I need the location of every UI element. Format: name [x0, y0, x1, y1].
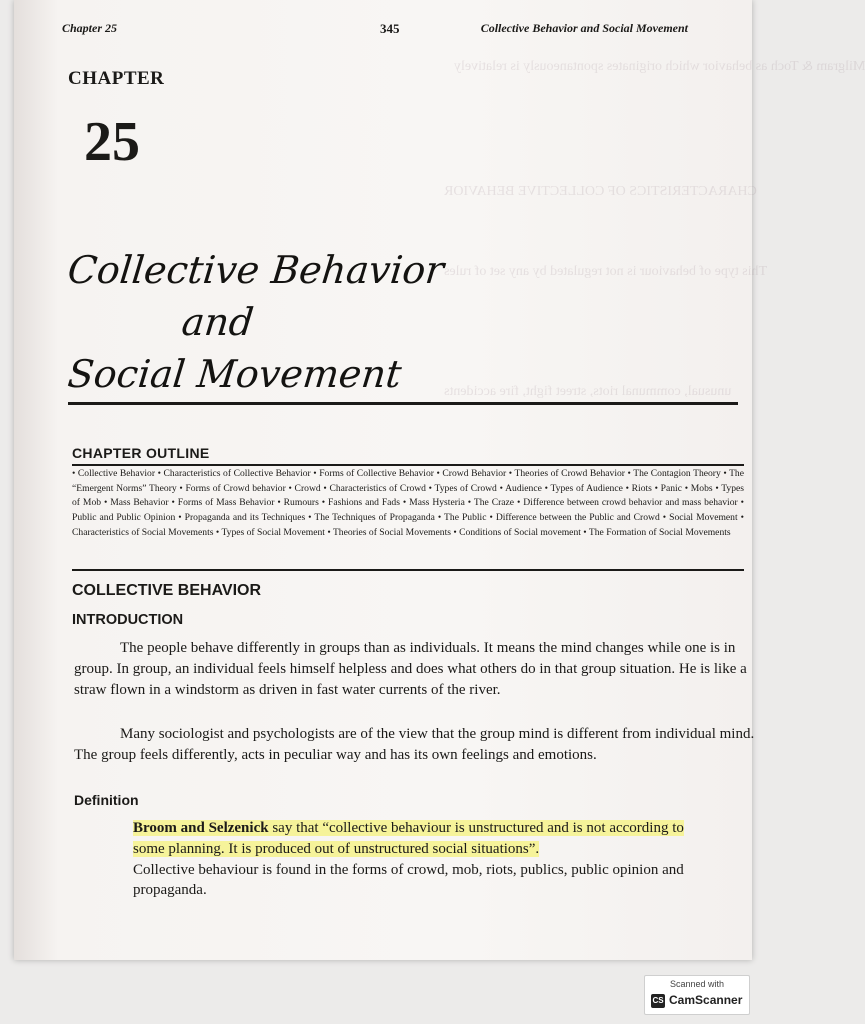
chapter-label: CHAPTER [68, 68, 165, 89]
chapter-title-line-3: Social Movement [65, 352, 404, 396]
outline-divider-top [72, 464, 744, 466]
running-head [62, 21, 688, 39]
chapter-outline-heading: CHAPTER OUTLINE [72, 445, 210, 461]
definition-authors: Broom and Selzenick [133, 820, 269, 836]
subsection-heading: INTRODUCTION [72, 612, 184, 628]
chapter-outline-list: • Collective Behavior • Characteristics of Collective Behavior • Forms of Collective Behavior • Crowd Behavior • Theories of Crowd Behavior • The Contagion Theory • The “Emergent Norms” Theory • Forms of Crowd behavior • Crowd • Characteristics of Crowd • Types of Crowd • Audience • Types of Audience • Riots • Panic • Mobs • Types of Mob • Mass Behavior • Forms of Mass Behavior • Rumours • Fashions and Fads • Mass Hysteria • The Craze • Difference between crowd behavior and mass behavior • Public and Public Opinion • Propaganda and its Techniques • The Techniques of Propaganda • The Public • Difference between the Public and Crowd • Social Movement • Characteristics of Social Movements • Types of Social Movement • Theories of Social Movements • Conditions of Social movement • The Formation of Social Movements [72, 468, 744, 538]
body-paragraph-1: The people behave differently in groups than as individuals. It means the mind changes while one is in group. In group, an individual feels himself helpless and does what others do in that group situation. He is like a straw flown in a windstorm as driven in fast water currents of the river. [74, 640, 747, 698]
title-divider [68, 402, 738, 405]
running-head-title: Collective Behavior and Social Movement [480, 21, 688, 35]
show-through-text: Milgram & Toch as behavior which originates spontaneously is relatively [454, 59, 865, 74]
show-through-text: CHARACTERISTICS OF COLLECTIVE BEHAVIOR [444, 184, 757, 199]
camscanner-watermark [644, 975, 750, 1015]
definition-quote-text: say that “collective behaviour is unstructured and is not according to some planning. It is produced out of unstructured social situations”. [133, 820, 684, 857]
body-paragraph-2: Many sociologist and psychologists are of the view that the group mind is different from individual mind. The group feels differently, acts in peculiar way and has its own feelings and emotions. [74, 726, 755, 763]
watermark-brand: CamScanner [669, 993, 743, 1007]
camscanner-logo-icon: CS [651, 994, 665, 1008]
document-page [14, 0, 865, 960]
chapter-number: 25 [84, 111, 140, 173]
show-through-text: unusual, communal riots, street fight, fire accidents [444, 384, 732, 399]
watermark-caption: Scanned with [669, 979, 725, 989]
section-heading: COLLECTIVE BEHAVIOR [72, 582, 262, 599]
definition-quote [133, 818, 708, 901]
definition-follow-text: Collective behaviour is found in the forms of crowd, mob, riots, publics, public opinion and propaganda. [133, 861, 684, 899]
page-number: 345 [380, 21, 400, 36]
chapter-title-line-2: and [179, 300, 256, 344]
running-head-chapter: Chapter 25 [62, 21, 118, 35]
definition-heading: Definition [74, 792, 139, 808]
chapter-title-line-1: Collective Behavior [65, 248, 447, 292]
outline-divider-bottom [72, 569, 744, 571]
show-through-text: This type of behaviour is not regulated by any set of rules [444, 264, 768, 279]
